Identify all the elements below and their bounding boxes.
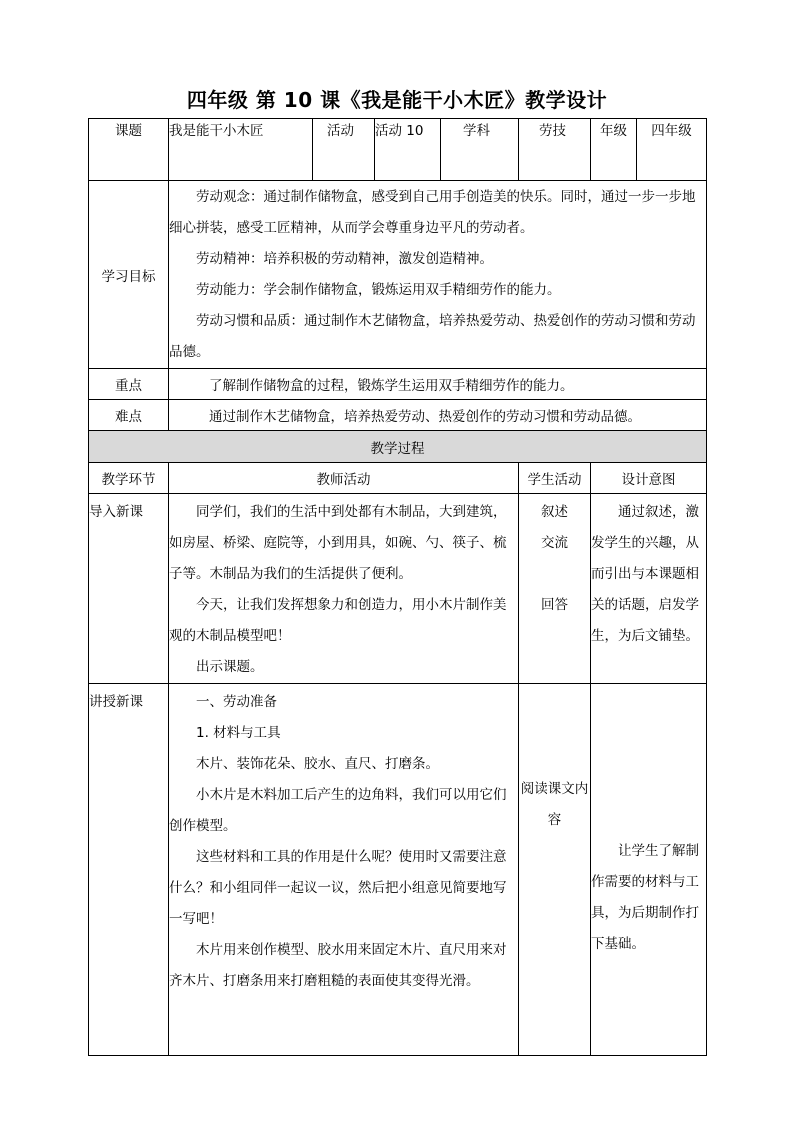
intro-student [519, 494, 591, 684]
student-activity: 阅读课文内容 [520, 781, 589, 828]
difficulty-text: 通过制作木艺储物盒，培养热爱劳动、热爱创作的劳动习惯和劳动品德。 [169, 400, 707, 431]
difficulty-label: 难点 [89, 400, 169, 431]
info-row [89, 119, 707, 181]
intro-intent [591, 494, 707, 684]
teacher-paragraph: 1. 材料与工具 [196, 725, 281, 741]
student-activity: 回答 [541, 597, 568, 613]
activity-label: 活动 [313, 119, 375, 181]
activity-value: 活动 10 [375, 119, 441, 181]
subject-value: 劳技 [519, 119, 591, 181]
student-activity: 叙述 [541, 504, 568, 520]
teacher-paragraph: 小木片是木料加工后产生的边角料，我们可以用它们创作模型。 [169, 787, 507, 834]
intro-stage: 导入新课 [89, 494, 169, 684]
teacher-paragraph: 一、劳动准备 [196, 694, 277, 710]
document-title: 四年级 第 10 课《我是能干小木匠》教学设计 [186, 88, 608, 112]
subject-label: 学科 [441, 119, 519, 181]
key-point-label: 重点 [89, 369, 169, 400]
grade-label: 年级 [591, 119, 637, 181]
intent-text: 通过叙述，激发学生的兴趣，从而引出与本课题相关的话题，启发学生，为后文铺垫。 [591, 504, 699, 644]
teacher-paragraph: 同学们，我们的生活中到处都有木制品，大到建筑，如房屋、桥梁、庭院等，小到用具，如碗、勺、筷子、梳子等。木制品为我们的生活提供了便利。 [169, 504, 507, 582]
lesson-plan-table [88, 118, 707, 1056]
lecture-row [89, 684, 707, 1056]
intro-row [89, 494, 707, 684]
column-header-student: 学生活动 [519, 463, 591, 494]
teacher-paragraph: 木片用来创作模型、胶水用来固定木片、直尺用来对齐木片、打磨条用来打磨粗糙的表面使其变得光滑。 [169, 942, 507, 989]
teacher-paragraph: 这些材料和工具的作用是什么呢？使用时又需要注意什么？和小组同伴一起议一议，然后把小组意见简要地写一写吧！ [169, 849, 507, 927]
topic-value: 我是能干小木匠 [169, 119, 313, 181]
process-header-row [89, 431, 707, 463]
teacher-paragraph: 出示课题。 [196, 659, 264, 675]
intro-teacher [169, 494, 519, 684]
intent-text: 让学生了解制作需要的材料与工具，为后期制作打下基础。 [591, 843, 699, 952]
column-header-teacher: 教师活动 [169, 463, 519, 494]
goal-paragraph: 劳动能力：学会制作储物盒，锻炼运用双手精细劳作的能力。 [196, 282, 561, 298]
goal-paragraph: 劳动习惯和品质：通过制作木艺储物盒，培养热爱劳动、热爱创作的劳动习惯和劳动品德。 [169, 313, 696, 360]
topic-label: 课题 [89, 119, 169, 181]
goals-content [169, 181, 707, 369]
process-header: 教学过程 [89, 431, 707, 463]
lecture-teacher [169, 684, 519, 1056]
key-point-row [89, 369, 707, 400]
goals-row [89, 181, 707, 369]
student-activity [519, 559, 590, 590]
goal-paragraph: 劳动观念：通过制作储物盒，感受到自己用手创造美的快乐。同时，通过一步一步地细心拼装，感受工匠精神，从而学会尊重身边平凡的劳动者。 [169, 189, 696, 236]
key-point-text: 了解制作储物盒的过程，锻炼学生运用双手精细劳作的能力。 [169, 369, 707, 400]
column-header-intent: 设计意图 [591, 463, 707, 494]
grade-value: 四年级 [637, 119, 707, 181]
teacher-paragraph: 木片、装饰花朵、胶水、直尺、打磨条。 [196, 756, 439, 772]
difficulty-row [89, 400, 707, 431]
teacher-paragraph: 今天，让我们发挥想象力和创造力，用小木片制作美观的木制品模型吧！ [169, 597, 507, 644]
lecture-stage: 讲授新课 [89, 684, 169, 1056]
lecture-student [519, 684, 591, 1056]
column-header-stage: 教学环节 [89, 463, 169, 494]
goal-paragraph: 劳动精神：培养积极的劳动精神，激发创造精神。 [196, 251, 493, 267]
column-header-row [89, 463, 707, 494]
student-activity: 交流 [541, 535, 568, 551]
lecture-intent [591, 684, 707, 1056]
goals-label: 学习目标 [89, 181, 169, 369]
